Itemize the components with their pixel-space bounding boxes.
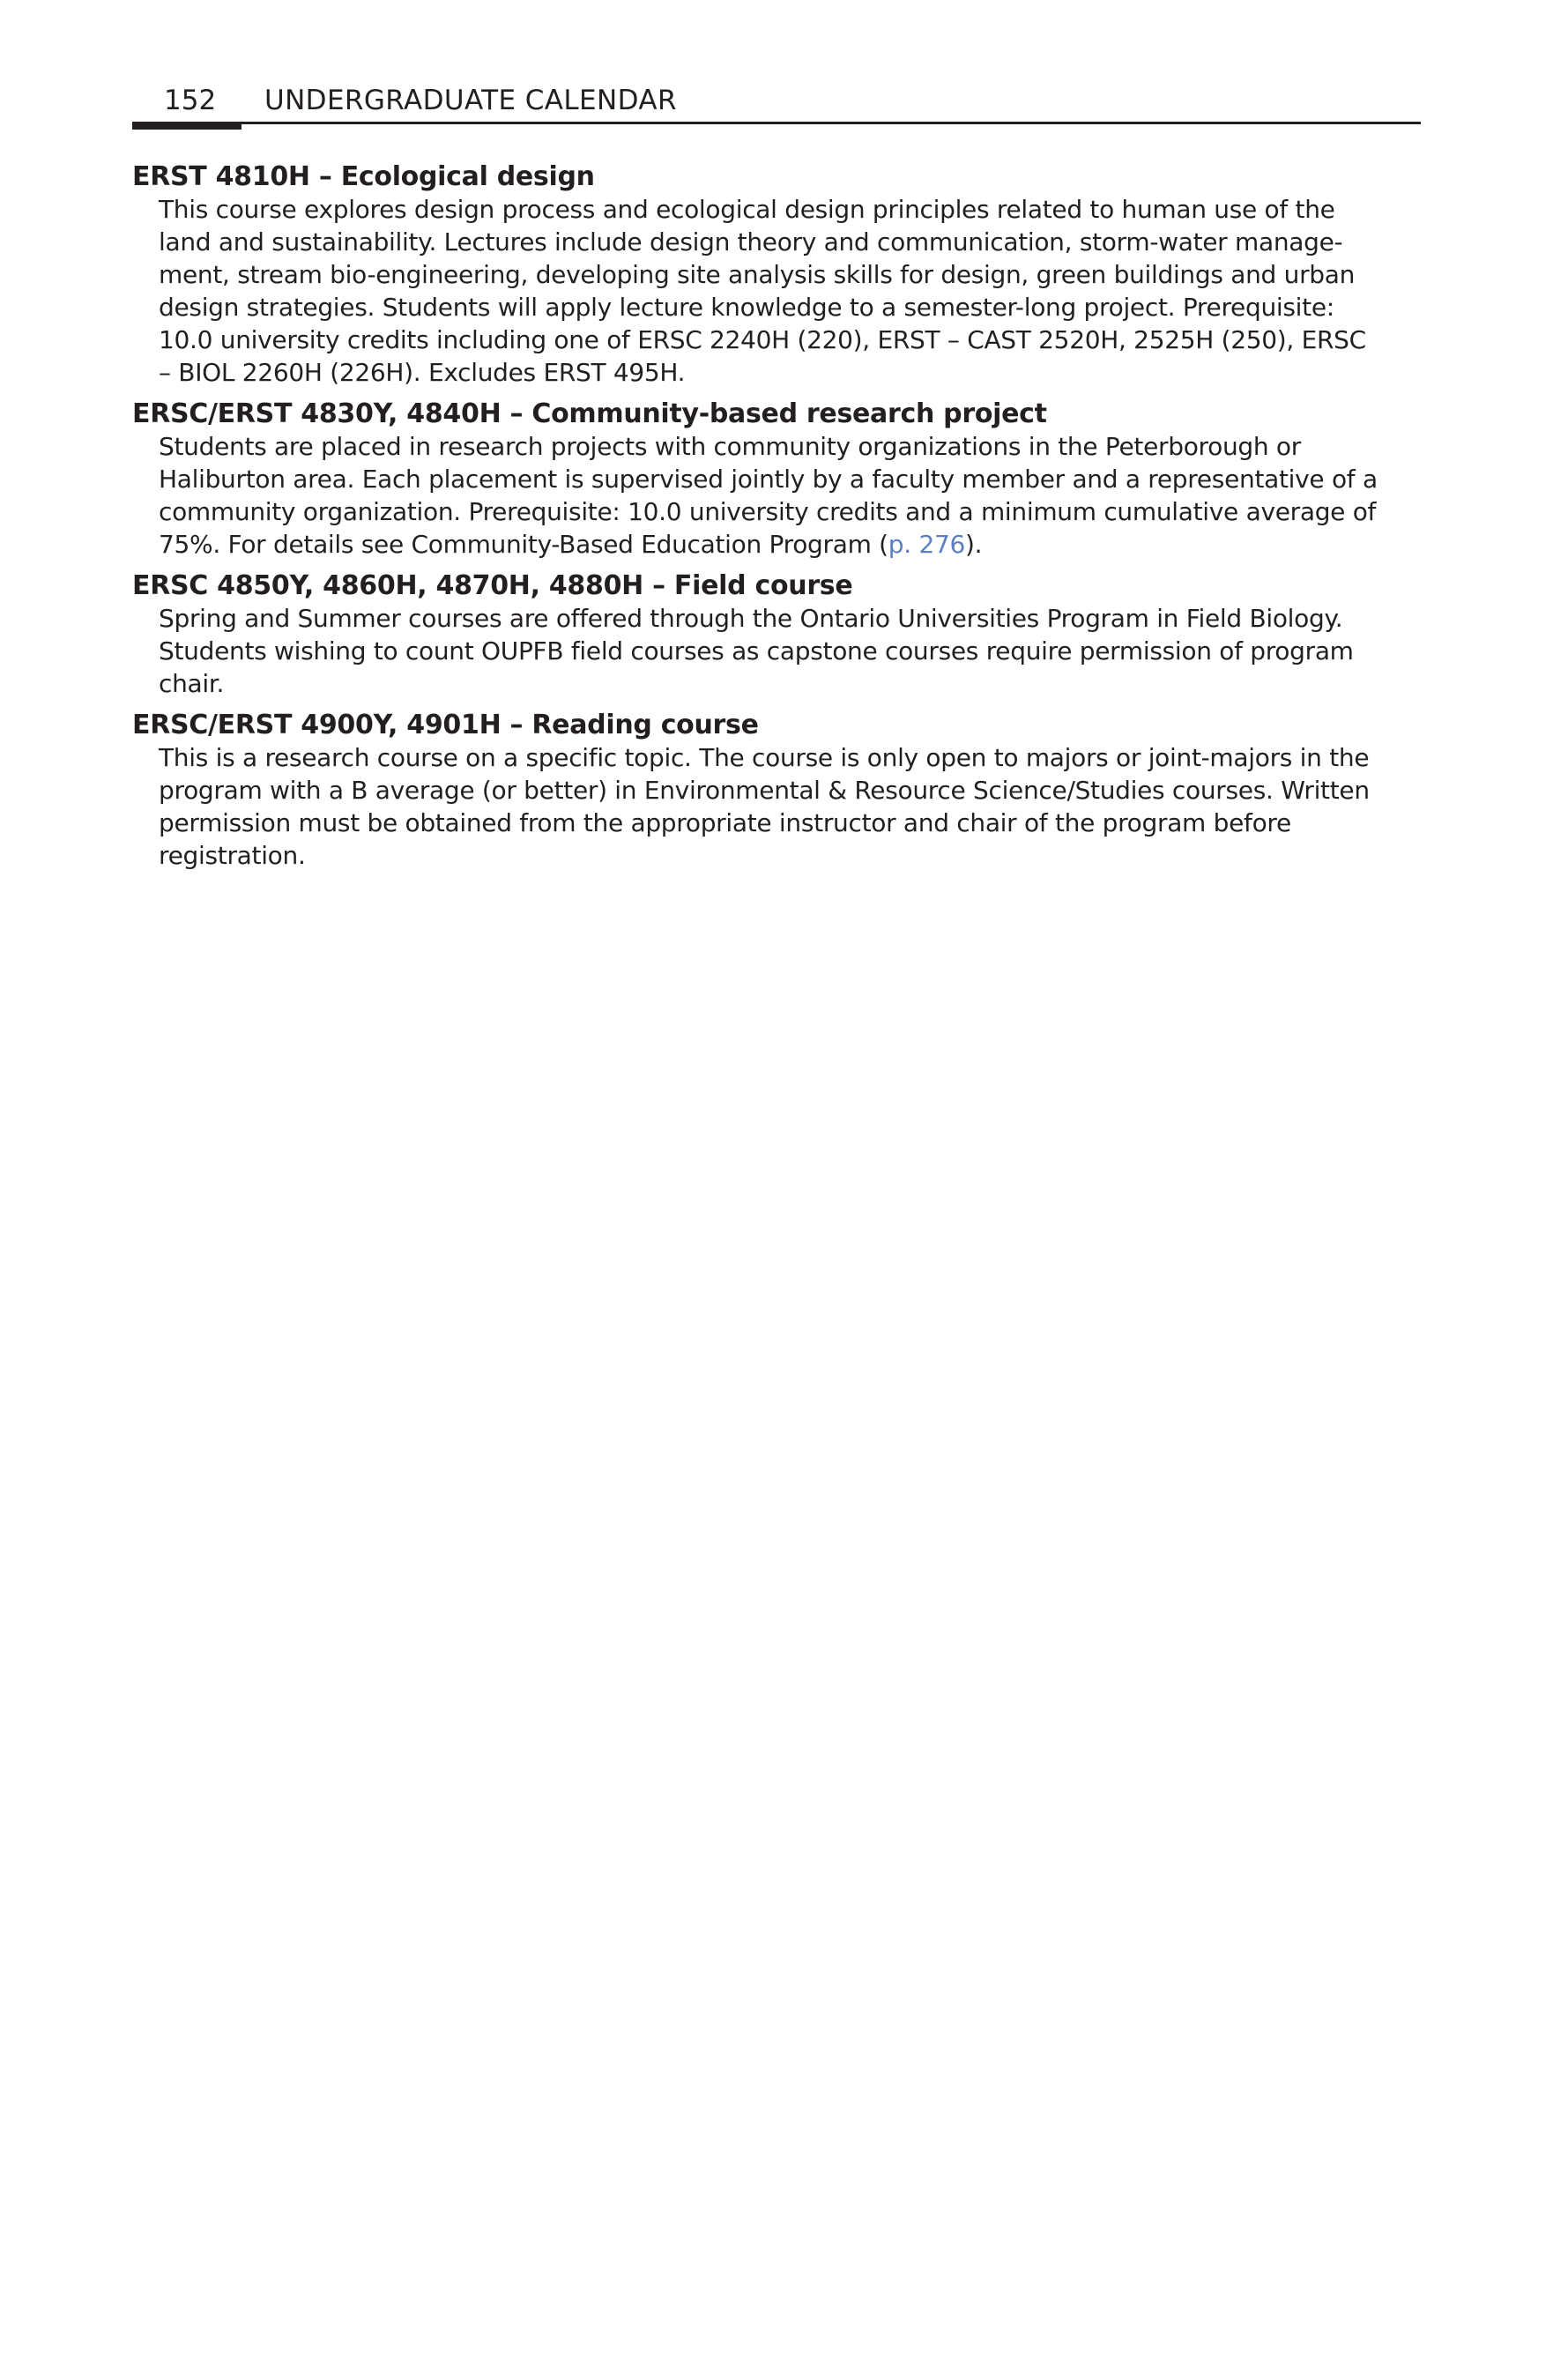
course-entry-reading-course xyxy=(132,709,1421,872)
page-header xyxy=(132,81,1421,127)
description-line: registration. xyxy=(159,841,306,870)
description-line: community organization. Prerequisite: 10.0 university credits and a minimum cumulative average of xyxy=(159,497,1377,526)
description-line: Spring and Summer courses are offered through the Ontario Universities Program in Field Biology. xyxy=(159,604,1343,633)
course-description xyxy=(159,430,1421,561)
course-title: ERSC/ERST 4830Y, 4840H – Community-based research project xyxy=(132,398,1047,429)
page-number: 152 xyxy=(164,85,217,116)
course-title: ERST 4810H – Ecological design xyxy=(132,161,595,192)
course-description xyxy=(159,602,1421,700)
course-title: ERSC/ERST 4900Y, 4901H – Reading course xyxy=(132,710,759,740)
description-text: ). xyxy=(965,530,983,559)
description-line: program with a B average (or better) in Environmental & Resource Science/Studies courses. Written xyxy=(159,776,1370,805)
course-entry-ecological-design xyxy=(132,160,1421,389)
description-line: ment, stream bio-engineering, developing site analysis skills for design, green buildings and urban xyxy=(159,260,1356,289)
description-line: This is a research course on a specific topic. The course is only open to majors or joint-majors in the xyxy=(159,743,1370,772)
description-line: Students wishing to count OUPFB field courses as capstone courses require permission of program xyxy=(159,636,1354,666)
running-title: UNDERGRADUATE CALENDAR xyxy=(264,85,677,116)
course-title: ERSC 4850Y, 4860H, 4870H, 4880H – Field course xyxy=(132,570,853,601)
description-line: chair. xyxy=(159,669,225,698)
course-description xyxy=(159,193,1421,389)
course-description xyxy=(159,741,1421,872)
description-line: – BIOL 2260H (226H). Excludes ERST 495H. xyxy=(159,358,686,387)
description-line: 10.0 university credits including one of ERSC 2240H (220), ERST – CAST 2520H, 2525H (250), ERSC xyxy=(159,325,1366,354)
header-rule-accent xyxy=(132,122,241,130)
description-line: Students are placed in research projects with community organizations in the Peterborough or xyxy=(159,432,1301,461)
description-line: This course explores design process and ecological design principles related to human use of the xyxy=(159,195,1335,224)
description-line: Haliburton area. Each placement is supervised jointly by a faculty member and a representative of a xyxy=(159,465,1378,494)
course-entry-field-course xyxy=(132,569,1421,700)
header-rule xyxy=(132,122,1421,124)
description-line: land and sustainability. Lectures include design theory and communication, storm-water manage- xyxy=(159,227,1343,257)
description-line-with-link xyxy=(159,528,1421,561)
description-text: 75%. For details see Community-Based Education Program ( xyxy=(159,530,888,559)
course-entry-community-research xyxy=(132,398,1421,561)
page-reference-link[interactable]: p. 276 xyxy=(888,530,966,559)
description-line: design strategies. Students will apply lecture knowledge to a semester-long project. Prerequisite: xyxy=(159,293,1334,322)
course-list xyxy=(132,160,1421,881)
description-line: permission must be obtained from the appropriate instructor and chair of the program before xyxy=(159,808,1291,837)
